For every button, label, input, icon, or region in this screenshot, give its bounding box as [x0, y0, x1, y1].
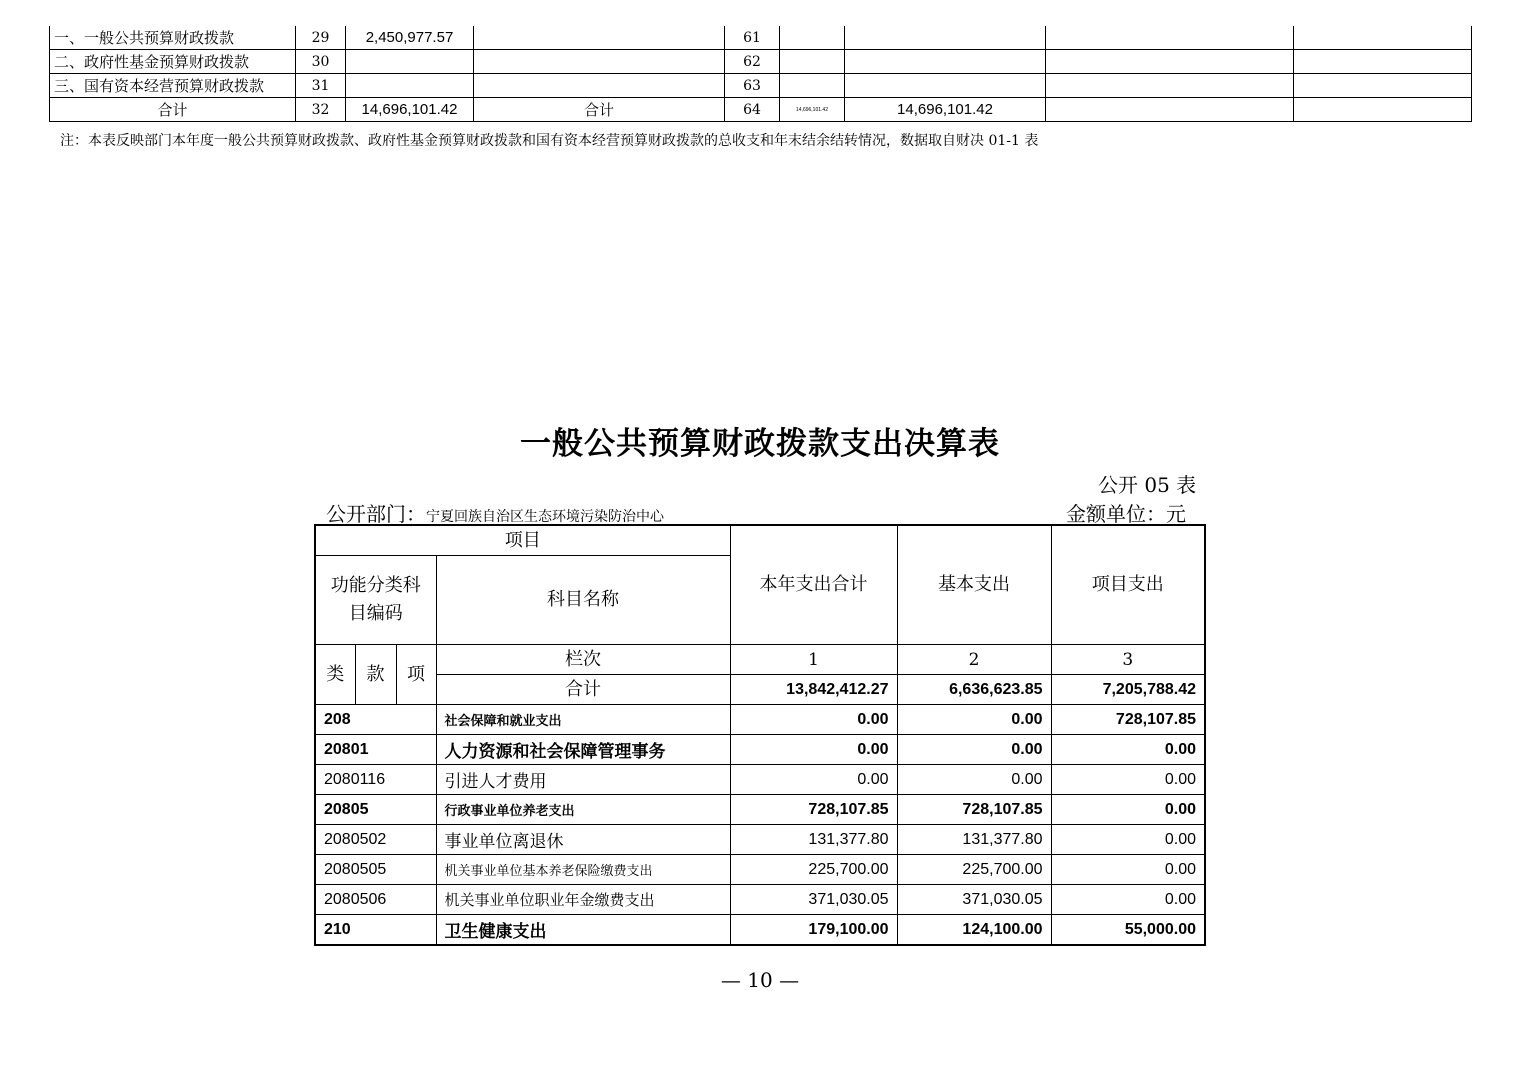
row-right-label [474, 74, 725, 98]
row-value: 55,000.00 [1051, 915, 1205, 946]
summary-row [50, 50, 1472, 74]
row-label: 三、国有资本经营预算财政拨款 [50, 74, 296, 98]
row-cell [1046, 50, 1294, 74]
header-xiang: 项 [396, 645, 436, 705]
row-name: 人力资源和社会保障管理事务 [436, 735, 730, 765]
table-row [315, 855, 1205, 885]
row-right-line: 64 [725, 98, 780, 122]
row-value: 131,377.80 [897, 825, 1051, 855]
row-cell [780, 50, 845, 74]
table-row [315, 915, 1205, 946]
row-value: 0.00 [1051, 885, 1205, 915]
row-value: 371,030.05 [897, 885, 1051, 915]
total-label: 合计 [436, 675, 730, 705]
row-value: 371,030.05 [730, 885, 897, 915]
row-value: 0.00 [897, 735, 1051, 765]
row-amount [346, 74, 474, 98]
row-value: 124,100.00 [897, 915, 1051, 946]
row-value: 0.00 [730, 765, 897, 795]
row-name: 卫生健康支出 [436, 915, 730, 946]
row-code: 20805 [315, 795, 436, 825]
table-row [315, 705, 1205, 735]
row-right-label [474, 50, 725, 74]
row-amount: 2,450,977.57 [346, 26, 474, 50]
row-line: 30 [296, 50, 346, 74]
row-cell [1294, 98, 1472, 122]
summary-row [50, 26, 1472, 50]
row-cell [780, 26, 845, 50]
row-value: 728,107.85 [897, 795, 1051, 825]
row-right-line: 61 [725, 26, 780, 50]
row-value: 728,107.85 [1051, 705, 1205, 735]
header-lanci: 栏次 [436, 645, 730, 675]
summary-row [50, 74, 1472, 98]
column-number: 2 [897, 645, 1051, 675]
department-name: 宁夏回族自治区生态环境污染防治中心 [426, 509, 664, 525]
header-kuan: 款 [355, 645, 396, 705]
row-name: 事业单位离退休 [436, 825, 730, 855]
header-row [315, 525, 1205, 556]
row-cell [845, 74, 1046, 98]
column-number: 1 [730, 645, 897, 675]
row-cell [845, 50, 1046, 74]
table-row [315, 825, 1205, 855]
row-code: 2080502 [315, 825, 436, 855]
row-cell: 14,696,101.42 [845, 98, 1046, 122]
row-label: 一、一般公共预算财政拨款 [50, 26, 296, 50]
row-name: 引进人才费用 [436, 765, 730, 795]
table-code: 公开 05 表 [1098, 473, 1197, 497]
page-title: 一般公共预算财政拨款支出决算表 [520, 426, 1000, 462]
row-label: 合计 [50, 98, 296, 122]
row-cell [1046, 26, 1294, 50]
row-label: 二、政府性基金预算财政拨款 [50, 50, 296, 74]
row-right-label [474, 26, 725, 50]
row-amount [346, 50, 474, 74]
department-line [326, 498, 664, 527]
unit-label: 金额单位：元 [1066, 502, 1186, 526]
row-name: 机关事业单位基本养老保险缴费支出 [436, 855, 730, 885]
row-cell [1294, 26, 1472, 50]
row-value: 0.00 [730, 735, 897, 765]
row-cell [780, 74, 845, 98]
row-value: 179,100.00 [730, 915, 897, 946]
total-value: 7,205,788.42 [1051, 675, 1205, 705]
row-cell: 14,696,101.42 [780, 98, 845, 122]
row-line: 29 [296, 26, 346, 50]
row-cell [1046, 98, 1294, 122]
row-code: 2080506 [315, 885, 436, 915]
row-code: 2080505 [315, 855, 436, 885]
summary-total-row [50, 98, 1472, 122]
row-amount: 14,696,101.42 [346, 98, 474, 122]
table-row [315, 735, 1205, 765]
row-value: 0.00 [1051, 765, 1205, 795]
header-lei: 类 [315, 645, 355, 705]
row-value: 0.00 [730, 705, 897, 735]
header-subject-name: 科目名称 [436, 556, 730, 645]
row-value: 0.00 [897, 705, 1051, 735]
row-value: 728,107.85 [730, 795, 897, 825]
row-code: 20801 [315, 735, 436, 765]
table-row [315, 765, 1205, 795]
row-value: 225,700.00 [730, 855, 897, 885]
header-basic: 基本支出 [897, 525, 1051, 645]
row-value: 131,377.80 [730, 825, 897, 855]
row-code: 2080116 [315, 765, 436, 795]
row-value: 0.00 [1051, 825, 1205, 855]
row-right-line: 62 [725, 50, 780, 74]
row-line: 31 [296, 74, 346, 98]
row-value: 225,700.00 [897, 855, 1051, 885]
header-row [315, 645, 1205, 675]
row-cell [845, 26, 1046, 50]
row-name: 机关事业单位职业年金缴费支出 [436, 885, 730, 915]
row-cell [1294, 74, 1472, 98]
row-cell [1046, 74, 1294, 98]
page-number: — 10 — [720, 968, 800, 992]
table-row [315, 795, 1205, 825]
row-line: 32 [296, 98, 346, 122]
row-cell [1294, 50, 1472, 74]
row-name: 行政事业单位养老支出 [436, 795, 730, 825]
expenditure-table [314, 524, 1206, 946]
row-code: 208 [315, 705, 436, 735]
header-total: 本年支出合计 [730, 525, 897, 645]
column-number: 3 [1051, 645, 1205, 675]
row-value: 0.00 [1051, 795, 1205, 825]
total-value: 6,636,623.85 [897, 675, 1051, 705]
total-row [315, 675, 1205, 705]
row-value: 0.00 [1051, 735, 1205, 765]
summary-table [49, 26, 1472, 122]
row-name: 社会保障和就业支出 [436, 705, 730, 735]
header-project: 项目 [315, 525, 730, 556]
row-value: 0.00 [1051, 855, 1205, 885]
table-row [315, 885, 1205, 915]
table-note: 注：本表反映部门本年度一般公共预算财政拨款、政府性基金预算财政拨款和国有资本经营预算财政拨款的总收支和年末结余结转情况，数据取自财决 01-1 表 [60, 133, 1039, 149]
row-code: 210 [315, 915, 436, 946]
row-right-label: 合计 [474, 98, 725, 122]
row-right-line: 63 [725, 74, 780, 98]
header-project-exp: 项目支出 [1051, 525, 1205, 645]
row-value: 0.00 [897, 765, 1051, 795]
total-value: 13,842,412.27 [730, 675, 897, 705]
header-func-code: 功能分类科目编码 [315, 556, 436, 645]
department-label: 公开部门： [326, 502, 426, 526]
